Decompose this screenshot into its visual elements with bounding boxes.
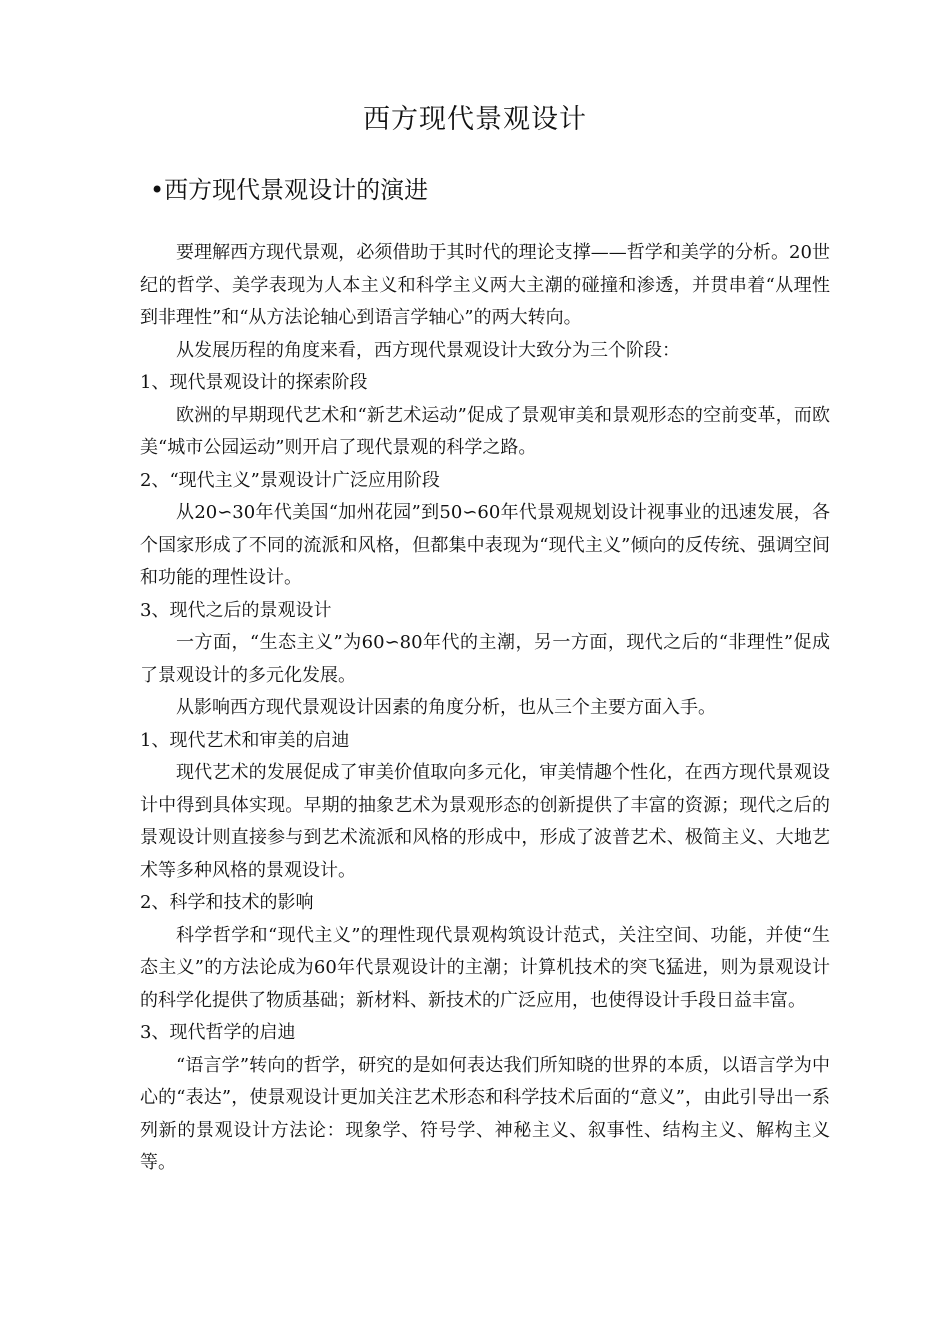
subheading-factor-3: 3、现代哲学的启迪 (140, 1022, 296, 1043)
section-heading: •西方现代景观设计的演进 (150, 176, 429, 204)
paragraph-factor-3: “语言学”转向的哲学，研究的是如何表达我们所知晓的世界的本质，以语言学为中心的“表达”，使景观设计更加关注艺术形态和科学技术后面的“意义”，由此引导出一系列新的景观设计方法论：现象学、符号学、神秘主义、叙事性、结构主义、解构主义等。 (140, 1054, 830, 1173)
paragraph-stages-intro: 从发展历程的角度来看，西方现代景观设计大致分为三个阶段： (176, 339, 680, 361)
document-body (140, 237, 830, 1180)
subheading-factor-2: 2、科学和技术的影响 (140, 892, 314, 913)
paragraph-stage-2: 从20∽30年代美国“加州花园”到50∽60年代景观规划设计视事业的迅速发展，各个国家形成了不同的流派和风格，但都集中表现为“现代主义”倾向的反传统、强调空间和功能的理性设计。 (140, 502, 830, 588)
paragraph-intro: 要理解西方现代景观，必须借助于其时代的理论支撑——哲学和美学的分析。20世纪的哲学、美学表现为人本主义和科学主义两大主潮的碰撞和渗透，并贯串着“从理性到非理性”和“从方法论轴心到语言学轴心”的两大转向。 (140, 242, 830, 328)
paragraph-factor-2: 科学哲学和“现代主义”的理性现代景观构筑设计范式，关注空间、功能，并使“生态主义”的方法论成为60年代景观设计的主潮；计算机技术的突飞猛进，则为景观设计的科学化提供了物质基础；新材料、新技术的广泛应用，也使得设计手段日益丰富。 (140, 924, 830, 1011)
paragraph-stage-1: 欧洲的早期现代艺术和“新艺术运动”促成了景观审美和景观形态的空前变革，而欧美“城市公园运动”则开启了现代景观的科学之路。 (140, 404, 830, 458)
document-title: 西方现代景观设计 (363, 104, 587, 135)
subheading-stage-3: 3、现代之后的景观设计 (140, 599, 332, 621)
subheading-stage-1: 1、现代景观设计的探索阶段 (140, 372, 368, 393)
paragraph-factors-intro: 从影响西方现代景观设计因素的角度分析，也从三个主要方面入手。 (176, 697, 716, 718)
paragraph-stage-3: 一方面，“生态主义”为60∽80年代的主潮，另一方面，现代之后的“非理性”促成了景观设计的多元化发展。 (140, 632, 830, 686)
subheading-stage-2: 2、“现代主义”景观设计广泛应用阶段 (140, 469, 440, 491)
subheading-factor-1: 1、现代艺术和审美的启迪 (140, 729, 350, 751)
paragraph-factor-1: 现代艺术的发展促成了审美价值取向多元化，审美情趣个性化，在西方现代景观设计中得到具体实现。早期的抽象艺术为景观形态的创新提供了丰富的资源；现代之后的景观设计则直接参与到艺术流派和风格的形成中，形成了波普艺术、极简主义、大地艺术等多种风格的景观设计。 (140, 762, 830, 881)
